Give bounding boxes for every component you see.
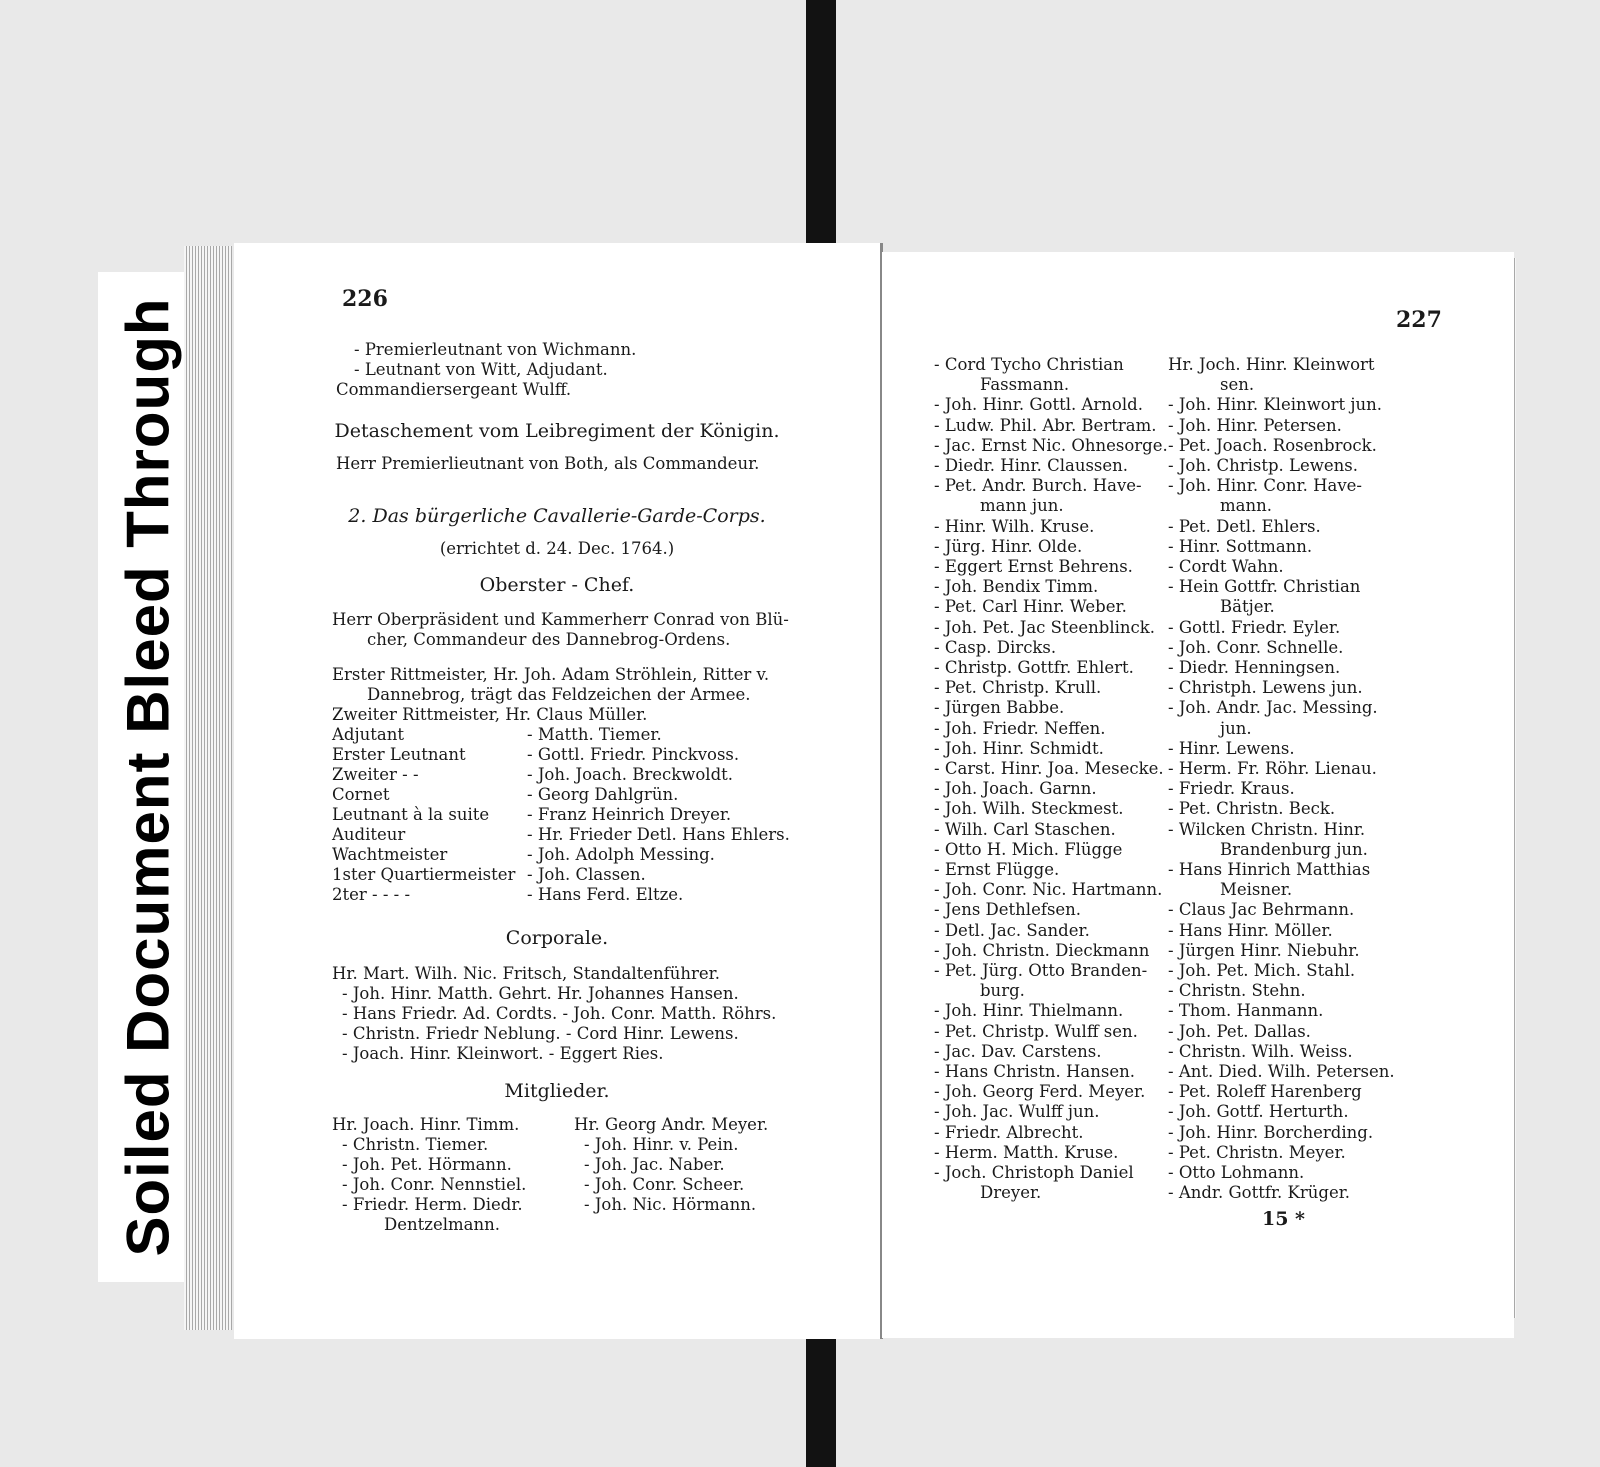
book-spine-bottom <box>806 1336 836 1467</box>
member-name: Bätjer. <box>1220 597 1275 617</box>
member-name: - Joh. Conr. Nennstiel. <box>342 1175 527 1194</box>
member-name: - Pet. Christp. Krull. <box>934 678 1102 698</box>
member-name: - Joh. Bendix Timm. <box>934 577 1099 597</box>
member-name: - Ludw. Phil. Abr. Bertram. <box>934 415 1157 435</box>
member-name: - Herm. Fr. Röhr. Lienau. <box>1168 759 1377 778</box>
member-name: mann. <box>1220 496 1272 516</box>
member-name: Hr. Joach. Hinr. Timm. <box>332 1115 520 1134</box>
member-name: - Christn. Wilh. Weiss. <box>1168 1041 1353 1061</box>
member-name: mann jun. <box>980 496 1064 516</box>
member-name: - Jürgen Hinr. Niebuhr. <box>1168 940 1360 960</box>
stamp-text: Soiled Document Bleed Through <box>114 297 182 1257</box>
member-name: - Christph. Lewens jun. <box>1168 678 1363 698</box>
member-name: - Jac. Dav. Carstens. <box>934 1041 1102 1061</box>
officer-rank: Auditeur <box>332 825 406 844</box>
member-name: - Hans Christn. Hansen. <box>934 1062 1135 1081</box>
officer-rank: Adjutant <box>332 725 404 744</box>
text-line: Zweiter Rittmeister, Hr. Claus Müller. <box>332 705 648 724</box>
member-name: - Pet. Christp. Wulff sen. <box>934 1021 1138 1041</box>
text-line: Herr Oberpräsident und Kammerherr Conrad von Blü- <box>332 610 789 629</box>
member-name: - Joh. Hinr. Kleinwort jun. <box>1168 395 1383 415</box>
member-name: - Friedr. Kraus. <box>1168 779 1295 799</box>
officer-rank: Leutnant à la suite <box>332 805 490 824</box>
member-name: - Christn. Stehn. <box>1168 981 1306 1001</box>
member-name: - Joh. Gottf. Herturth. <box>1168 1102 1349 1122</box>
member-name: - Cord Tycho Christian <box>934 355 1124 374</box>
text-line: cher, Commandeur des Dannebrog-Ordens. <box>367 630 731 649</box>
corporal-line: - Christn. Friedr Neblung. - Cord Hinr. Lewens. <box>342 1024 739 1043</box>
book-spine-top <box>806 0 836 248</box>
member-name: - Otto H. Mich. Flügge <box>934 839 1123 859</box>
corporal-line: Hr. Mart. Wilh. Nic. Fritsch, Standaltenführer. <box>332 964 720 983</box>
member-name: - Diedr. Hinr. Claussen. <box>934 456 1129 475</box>
member-name: - Hinr. Wilh. Kruse. <box>934 516 1095 536</box>
member-name: - Joh. Hinr. Petersen. <box>1168 415 1342 435</box>
member-name: - Joh. Nic. Hörmann. <box>584 1195 757 1214</box>
member-name: - Joh. Georg Ferd. Meyer. <box>934 1082 1146 1102</box>
member-name: - Joh. Jac. Naber. <box>584 1155 725 1174</box>
member-name: - Pet. Carl Hinr. Weber. <box>934 597 1127 617</box>
member-name: - Joh. Conr. Nic. Hartmann. <box>934 880 1163 900</box>
member-name: Hr. Joch. Hinr. Kleinwort <box>1168 355 1375 374</box>
right-page <box>882 252 1514 1338</box>
member-name: - Joh. Pet. Mich. Stahl. <box>1168 961 1356 980</box>
corporale-heading: Corporale. <box>505 927 609 949</box>
member-name: - Hinr. Lewens. <box>1168 738 1295 758</box>
section-title: 2. Das bürgerliche Cavallerie-Garde-Corps. <box>348 505 766 527</box>
member-name: - Wilh. Carl Staschen. <box>934 819 1116 839</box>
member-name: - Detl. Jac. Sander. <box>934 920 1090 940</box>
member-name: Dreyer. <box>980 1183 1042 1203</box>
officer-rank: Erster Leutnant <box>332 745 466 764</box>
member-name: - Pet. Christn. Beck. <box>1168 799 1336 819</box>
member-name: - Eggert Ernst Behrens. <box>934 557 1133 576</box>
member-name: - Ant. Died. Wilh. Petersen. <box>1168 1062 1395 1081</box>
member-name: - Friedr. Albrecht. <box>934 1122 1084 1142</box>
officer-rank: Wachtmeister <box>332 845 448 864</box>
member-name: - Diedr. Henningsen. <box>1168 658 1341 677</box>
officer-name: - Matth. Tiemer. <box>527 725 662 744</box>
officer-name: - Franz Heinrich Dreyer. <box>527 805 732 824</box>
member-name: - Pet. Andr. Burch. Have- <box>934 476 1142 496</box>
corporal-line: - Joach. Hinr. Kleinwort. - Eggert Ries. <box>342 1044 664 1063</box>
left-page <box>234 243 883 1339</box>
member-name: jun. <box>1220 718 1252 738</box>
member-name: - Joh. Jac. Wulff jun. <box>934 1102 1100 1122</box>
member-name: - Claus Jac Behrmann. <box>1168 900 1355 920</box>
member-name: - Jac. Ernst Nic. Ohnesorge. <box>934 435 1168 455</box>
officer-rank: Zweiter - - <box>332 765 419 784</box>
founding-date: (errichtet d. 24. Dec. 1764.) <box>439 539 675 558</box>
member-name: - Joh. Andr. Jac. Messing. <box>1168 698 1378 718</box>
member-name: - Pet. Joach. Rosenbrock. <box>1168 435 1377 455</box>
member-name: - Andr. Gottfr. Krüger. <box>1168 1183 1351 1203</box>
mitglieder-heading: Mitglieder. <box>504 1080 610 1102</box>
member-name: - Joh. Joach. Garnn. <box>934 779 1097 799</box>
member-name: - Hans Hinrich Matthias <box>1168 860 1371 879</box>
member-name: - Ernst Flügge. <box>934 860 1060 879</box>
officer-name: - Georg Dahlgrün. <box>527 785 679 804</box>
member-name: Hr. Georg Andr. Meyer. <box>574 1115 769 1134</box>
member-name: - Gottl. Friedr. Eyler. <box>1168 617 1341 637</box>
member-name: - Hein Gottfr. Christian <box>1168 577 1361 597</box>
member-name: Dentzelmann. <box>384 1215 500 1234</box>
page-number: 227 <box>1396 307 1442 333</box>
member-name: - Joh. Christn. Dieckmann <box>934 940 1150 960</box>
text-line: - Leutnant von Witt, Adjudant. <box>354 360 608 379</box>
member-name: - Otto Lohmann. <box>1168 1163 1305 1182</box>
member-name: - Joh. Conr. Scheer. <box>584 1175 745 1194</box>
member-name: - Jens Dethlefsen. <box>934 900 1082 920</box>
member-name: - Joh. Conr. Schnelle. <box>1168 637 1344 657</box>
member-name: - Joh. Hinr. Borcherding. <box>1168 1122 1374 1142</box>
member-name: - Hinr. Sottmann. <box>1168 536 1313 556</box>
member-name: sen. <box>1220 375 1255 395</box>
member-name: - Joh. Pet. Hörmann. <box>342 1155 512 1174</box>
officer-name: - Hr. Frieder Detl. Hans Ehlers. <box>527 825 790 844</box>
text-line: Herr Premierlieutnant von Both, als Commandeur. <box>336 454 760 473</box>
corporal-line: - Joh. Hinr. Matth. Gehrt. Hr. Johannes Hansen. <box>342 984 739 1003</box>
member-name: - Herm. Matth. Kruse. <box>934 1142 1119 1162</box>
member-name: - Carst. Hinr. Joa. Mesecke. <box>934 759 1164 778</box>
officer-name: - Gottl. Friedr. Pinckvoss. <box>527 745 740 764</box>
member-name: - Joh. Hinr. Schmidt. <box>934 738 1104 758</box>
member-name: Meisner. <box>1220 880 1293 900</box>
member-name: burg. <box>980 981 1025 1001</box>
member-name: - Casp. Dircks. <box>934 637 1057 657</box>
member-name: Fassmann. <box>980 375 1070 395</box>
member-name: - Pet. Jürg. Otto Branden- <box>934 961 1148 980</box>
section-heading: Detaschement vom Leibregiment der Königin. <box>334 420 780 442</box>
member-name: - Joh. Wilh. Steckmest. <box>934 799 1124 819</box>
page-number: 226 <box>342 286 388 312</box>
text-line: - Premierleutnant von Wichmann. <box>354 340 637 359</box>
member-name: - Joh. Pet. Dallas. <box>1168 1021 1311 1041</box>
member-name: Brandenburg jun. <box>1220 839 1368 859</box>
member-name: - Jürg. Hinr. Olde. <box>934 536 1083 556</box>
member-name: - Joch. Christoph Daniel <box>934 1163 1134 1182</box>
member-name: - Joh. Christp. Lewens. <box>1168 456 1358 475</box>
officer-name: - Joh. Joach. Breckwoldt. <box>527 765 734 784</box>
officer-rank: 1ster Quartiermeister <box>332 865 516 884</box>
member-name: - Thom. Hanmann. <box>1168 1001 1324 1021</box>
member-name: - Christp. Gottfr. Ehlert. <box>934 658 1134 677</box>
member-name: - Friedr. Herm. Diedr. <box>342 1195 523 1214</box>
member-name: - Jürgen Babbe. <box>934 698 1065 718</box>
officer-name: - Joh. Adolph Messing. <box>527 845 715 864</box>
member-name: - Hans Hinr. Möller. <box>1168 920 1333 940</box>
member-name: - Pet. Roleff Harenberg <box>1168 1082 1362 1102</box>
text-line: Dannebrog, trägt das Feldzeichen der Armee. <box>367 685 751 704</box>
corporal-line: - Hans Friedr. Ad. Cordts. - Joh. Conr. Matth. Röhrs. <box>342 1004 777 1023</box>
text-line: Commandiersergeant Wulff. <box>336 380 572 399</box>
member-name: - Wilcken Christn. Hinr. <box>1168 819 1366 839</box>
member-name: - Pet. Christn. Meyer. <box>1168 1142 1346 1162</box>
officer-name: - Joh. Classen. <box>527 865 646 884</box>
officer-rank: 2ter - - - - <box>332 885 411 904</box>
member-name: - Joh. Hinr. Conr. Have- <box>1168 476 1362 496</box>
member-name: - Joh. Hinr. Thielmann. <box>934 1001 1124 1021</box>
member-name: - Joh. Hinr. v. Pein. <box>584 1135 739 1154</box>
member-name: - Cordt Wahn. <box>1168 557 1284 576</box>
member-name: - Joh. Friedr. Neffen. <box>934 718 1106 738</box>
member-name: - Joh. Pet. Jac Steenblinck. <box>934 617 1155 637</box>
member-name: - Christn. Tiemer. <box>342 1135 489 1154</box>
member-name: - Joh. Hinr. Gottl. Arnold. <box>934 395 1143 415</box>
subheading: Oberster - Chef. <box>479 574 635 596</box>
text-line: Erster Rittmeister, Hr. Joh. Adam Ströhlein, Ritter v. <box>332 665 770 684</box>
officer-rank: Cornet <box>332 785 390 804</box>
officer-name: - Hans Ferd. Eltze. <box>527 885 684 904</box>
page-edges-left <box>184 246 232 1330</box>
member-name: - Pet. Detl. Ehlers. <box>1168 516 1321 536</box>
signature-mark: 15 * <box>1262 1208 1305 1230</box>
